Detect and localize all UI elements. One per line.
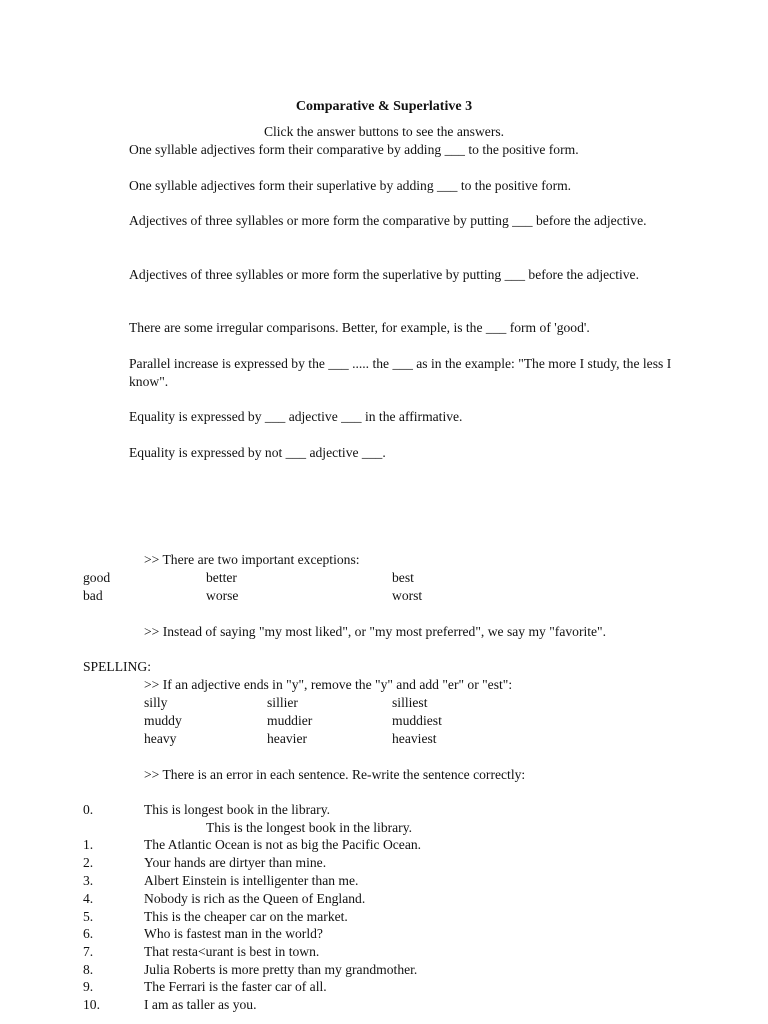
item-number: 8. [83,962,94,977]
item-number: 9. [83,979,94,994]
spelling-superlative: muddiest [392,713,442,728]
item-number: 5. [83,909,94,924]
item-correction: This is the longest book in the library. [206,820,413,835]
page-subtitle: Click the answer buttons to see the answers. [263,124,505,139]
spelling-heading: SPELLING: [83,659,151,674]
exception-base: good [83,570,111,585]
question-1: One syllable adjectives form their comparative by adding ___ to the positive form. [129,142,579,157]
exception-superlative: worst [392,588,423,603]
question-8: Equality is expressed by not ___ adjective ___. [129,445,386,460]
page-title: Comparative & Superlative 3 [295,99,473,114]
item-sentence: I am as taller as you. [144,997,257,1012]
spelling-comparative: muddier [267,713,313,728]
item-sentence: The Atlantic Ocean is not as big the Pacific Ocean. [144,837,422,852]
exception-superlative: best [392,570,414,585]
spelling-superlative: silliest [392,695,428,710]
spelling-base: muddy [144,713,182,728]
item-sentence: This is longest book in the library. [144,802,331,817]
item-sentence: This is the cheaper car on the market. [144,909,348,924]
item-number: 2. [83,855,94,870]
item-number: 10. [83,997,100,1012]
exercise-instruction: >> There is an error in each sentence. Re-write the sentence correctly: [144,767,526,782]
spelling-superlative: heaviest [392,731,437,746]
spelling-comparative: sillier [267,695,298,710]
question-4: Adjectives of three syllables or more form the superlative by putting ___ before the adjective. [129,267,639,282]
question-5: There are some irregular comparisons. Better, for example, is the ___ form of 'good'. [129,320,590,335]
item-sentence: Nobody is rich as the Queen of England. [144,891,366,906]
exception-base: bad [83,588,103,603]
item-number: 0. [83,802,94,817]
item-sentence: Your hands are dirtyer than mine. [144,855,327,870]
spelling-base: silly [144,695,168,710]
item-number: 6. [83,926,94,941]
item-sentence: Albert Einstein is intelligenter than me. [144,873,359,888]
item-number: 3. [83,873,94,888]
question-6: Parallel increase is expressed by the ___ ..... the ___ as in the example: "The more I study, the less I know". [129,356,672,389]
spelling-comparative: heavier [267,731,307,746]
exception-comparative: better [206,570,237,585]
question-2: One syllable adjectives form their superlative by adding ___ to the positive form. [129,178,572,193]
question-3: Adjectives of three syllables or more form the comparative by putting ___ before the adjective. [129,213,647,228]
item-sentence: That resta<urant is best in town. [144,944,320,959]
spelling-base: heavy [144,731,177,746]
favorite-note: >> Instead of saying "my most liked", or "my most preferred", we say my "favorite". [144,624,607,639]
item-sentence: The Ferrari is the faster car of all. [144,979,327,994]
item-number: 4. [83,891,94,906]
item-number: 1. [83,837,94,852]
spelling-rule: >> If an adjective ends in "y", remove the "y" and add "er" or "est": [144,677,513,692]
exception-comparative: worse [206,588,239,603]
item-sentence: Julia Roberts is more pretty than my grandmother. [144,962,418,977]
exceptions-intro: >> There are two important exceptions: [144,552,360,567]
item-sentence: Who is fastest man in the world? [144,926,323,941]
question-7: Equality is expressed by ___ adjective ___ in the affirmative. [129,409,463,424]
item-number: 7. [83,944,94,959]
